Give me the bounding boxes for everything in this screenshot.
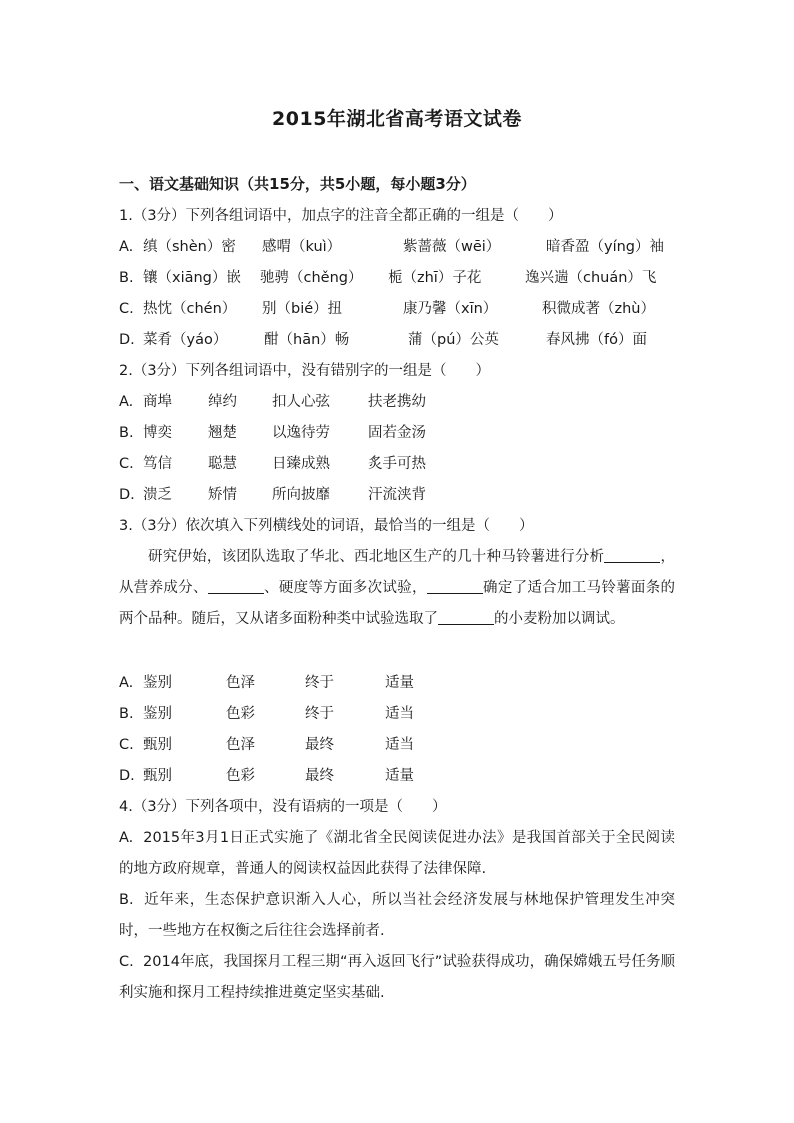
option-item: 绰约 (208, 394, 237, 410)
option-label: C. (119, 954, 134, 970)
passage-text: 研究伊始，该团队选取了华北、西北地区生产的几十种马铃薯进行分析 (148, 549, 605, 565)
option-item: 别（bié）扭 (262, 301, 343, 317)
option-label: B. (119, 425, 134, 441)
option-item: 笃信 (143, 456, 172, 472)
option-item: 博奕 (143, 425, 172, 441)
option-item: 逸兴遄（chuán）飞 (525, 270, 657, 286)
passage-text: 的小麦粉加以调试。 (494, 611, 625, 627)
option-item: 紫蔷薇（wēi） (403, 239, 501, 255)
option-label: D. (119, 487, 135, 503)
question-4-stem: 4.（3分）下列各项中，没有语病的一项是（ ） (119, 799, 447, 815)
option-item: 炙手可热 (368, 456, 426, 472)
option-item: 缜（shèn）密 (143, 239, 236, 255)
option-label: D. (119, 332, 135, 348)
option-label: A. (119, 239, 134, 255)
option-item: 鉴别 (143, 675, 172, 691)
option-label: A. (119, 675, 134, 691)
question-4-option-b (119, 885, 675, 947)
question-4-option-c (119, 947, 675, 1009)
passage-text: ，从营养成分、 (119, 549, 675, 596)
option-item: 翘楚 (208, 425, 237, 441)
question-2-stem: 2.（3分）下列各组词语中，没有错别字的一组是（ ） (119, 363, 491, 379)
option-item: 康乃馨（xīn） (403, 301, 498, 317)
option-item: 矫情 (208, 487, 237, 503)
option-item: 色彩 (226, 768, 255, 784)
option-label: C. (119, 456, 134, 472)
option-label: C. (119, 301, 134, 317)
option-label: B. (119, 270, 134, 286)
option-item: 适当 (385, 706, 414, 722)
option-item: 菜肴（yáo） (143, 332, 228, 348)
fill-blank-3 (427, 577, 483, 594)
option-item: 甄别 (143, 737, 172, 753)
option-text: 2014年底，我国探月工程三期“再入返回飞行”试验获得成功，确保嫦娥五号任务顺利实施和探月工程持续推进奠定坚实基础. (119, 954, 675, 1001)
section-heading: 一、语文基础知识（共15分，共5小题，每小题3分） (119, 175, 476, 193)
fill-blank-4 (438, 608, 494, 625)
option-label: A. (119, 394, 134, 410)
question-1-stem: 1.（3分）下列各组词语中，加点字的注音全都正确的一组是（ ） (119, 208, 563, 224)
option-label: A. (119, 830, 134, 846)
option-item: 商埠 (143, 394, 172, 410)
option-item: 聪慧 (208, 456, 237, 472)
option-text: 2015年3月1日正式实施了《湖北省全民阅读促进办法》是我国首部关于全民阅读的地方政府规章，普通人的阅读权益因此获得了法律保障. (119, 830, 675, 877)
option-item: 以逸待劳 (272, 425, 330, 441)
option-text: 近年来，生态保护意识渐入人心，所以当社会经济发展与林地保护管理发生冲突时，一些地方在权衡之后往往会选择前者. (119, 892, 675, 939)
option-item: 酣（hān）畅 (264, 332, 350, 348)
option-item: 所向披靡 (272, 487, 330, 503)
option-item: 固若金汤 (368, 425, 426, 441)
option-item: 热忱（chén） (143, 301, 237, 317)
option-label: B. (119, 706, 134, 722)
passage-text: 确定了适合加工马铃薯面条的两个品种。随后，又从诸多面粉种类中试验选取了 (119, 580, 676, 627)
option-item: 甄别 (143, 768, 172, 784)
option-item: 驰骋（chěng） (260, 270, 363, 286)
option-item: 春风拂（fó）面 (546, 332, 647, 348)
option-item: 感喟（kuì） (262, 239, 342, 255)
option-item: 蒲（pú）公英 (408, 332, 499, 348)
option-item: 镶（xiāng）嵌 (143, 270, 241, 286)
option-item: 终于 (305, 706, 334, 722)
option-item: 日臻成熟 (272, 456, 330, 472)
option-label: D. (119, 768, 135, 784)
option-item: 溃乏 (143, 487, 172, 503)
option-label: C. (119, 737, 134, 753)
option-item: 终于 (305, 675, 334, 691)
option-item: 适量 (385, 768, 414, 784)
option-item: 色泽 (226, 737, 255, 753)
question-4-option-a (119, 823, 675, 885)
option-item: 扣人心弦 (272, 394, 330, 410)
option-item: 适当 (385, 737, 414, 753)
option-label: B. (119, 892, 134, 908)
option-item: 色彩 (226, 706, 255, 722)
option-item: 暗香盈（yíng）袖 (546, 239, 665, 255)
fill-blank-1 (604, 546, 660, 563)
option-item: 栀（zhī）子花 (388, 270, 482, 286)
question-3-passage (119, 542, 675, 635)
option-item: 鉴别 (143, 706, 172, 722)
option-item: 积微成著（zhù） (542, 301, 655, 317)
option-item: 扶老携幼 (368, 394, 426, 410)
option-item: 适量 (385, 675, 414, 691)
option-item: 最终 (305, 737, 334, 753)
page-title: 2015年湖北省高考语文试卷 (272, 108, 522, 130)
option-item: 色泽 (226, 675, 255, 691)
option-item: 汗流浃背 (368, 487, 426, 503)
passage-text: 、硬度等方面多次试验， (263, 580, 427, 596)
fill-blank-2 (208, 577, 264, 594)
option-item: 最终 (305, 768, 334, 784)
question-3-stem: 3.（3分）依次填入下列横线处的词语，最恰当的一组是（ ） (119, 518, 534, 534)
